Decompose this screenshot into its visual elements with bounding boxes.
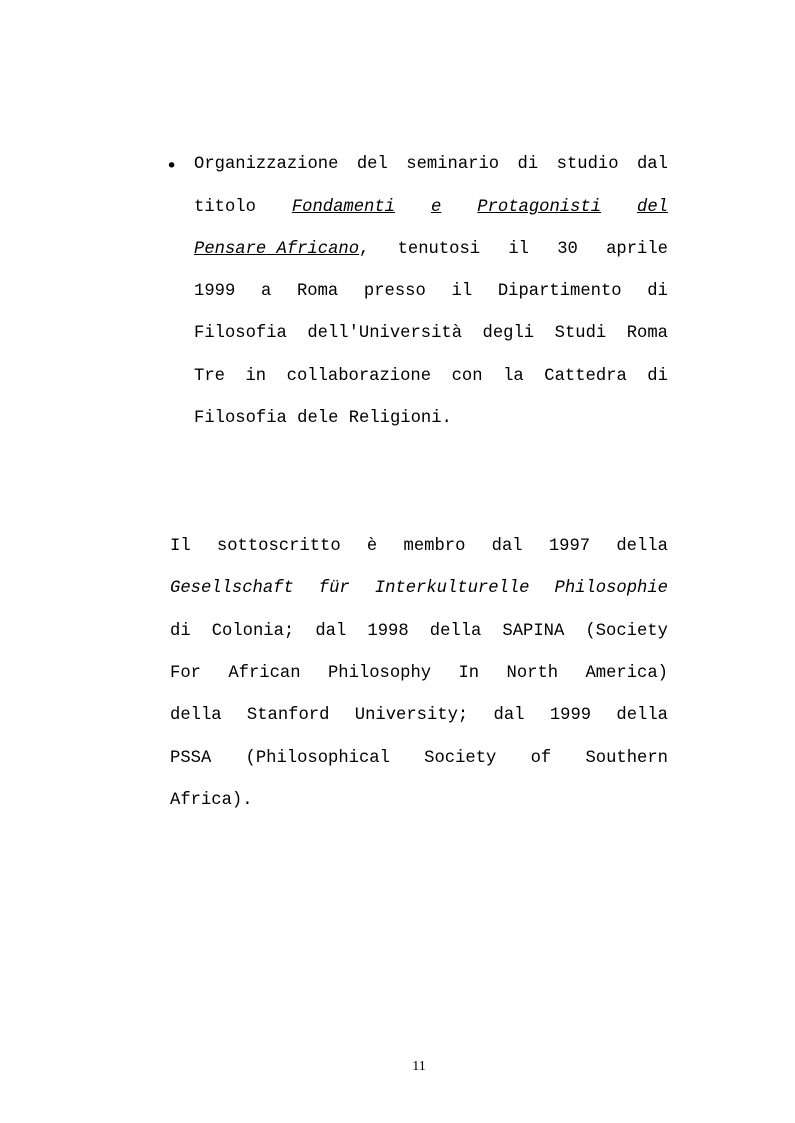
word: dal [491, 537, 523, 556]
word: (Philosophical [245, 749, 390, 768]
word: 1999 [194, 282, 236, 301]
word: Roma [626, 324, 668, 343]
word: collaborazione [286, 367, 432, 386]
word: SAPINA [502, 622, 565, 641]
society-name-word: Interkulturelle [374, 579, 530, 598]
last-line-text: Filosofia dele Religioni. [194, 409, 452, 428]
word: 1998 [367, 622, 409, 641]
word: il [508, 240, 529, 259]
word: 1999 [549, 706, 592, 725]
seminar-title-word: Africano [276, 240, 360, 259]
seminar-title-word: del [637, 198, 668, 217]
bullet-line-5 [194, 321, 668, 347]
word: Cattedra [544, 367, 627, 386]
word: la [503, 367, 524, 386]
comma: , [359, 240, 370, 259]
paragraph-line-2 [170, 576, 668, 602]
word: Dipartimento [497, 282, 622, 301]
word: America) [585, 664, 668, 683]
seminar-title-word: e [430, 198, 442, 217]
word: dal [636, 155, 668, 174]
word: a [260, 282, 272, 301]
word: (Society [585, 622, 668, 641]
word: Colonia; [211, 622, 295, 641]
word: tenutosi [397, 240, 481, 259]
word: Tre [194, 367, 225, 386]
word: della [616, 537, 668, 556]
seminar-title-word: Fondamenti [291, 198, 396, 217]
word: seminario [406, 155, 500, 174]
word: dal [493, 706, 525, 725]
word: titolo [194, 198, 256, 217]
word: Stanford [246, 706, 330, 725]
word: sottoscritto [216, 537, 341, 556]
word: Studi [554, 324, 607, 343]
page-number: 11 [412, 1059, 426, 1074]
word: con [451, 367, 483, 386]
word: For [170, 664, 201, 683]
paragraph-line-6 [170, 746, 668, 772]
word: di [647, 367, 668, 386]
bullet-marker: • [166, 155, 178, 177]
bullet-line-3 [194, 237, 668, 263]
seminar-title-word: Protagonisti [477, 198, 602, 217]
word: della [170, 706, 222, 725]
word: Organizzazione [194, 155, 339, 174]
word: aprile [606, 240, 668, 259]
paragraph-line-7 [170, 788, 668, 814]
paragraph-line-3 [170, 619, 668, 645]
word: Filosofia [194, 324, 287, 343]
society-name-word: für [318, 579, 350, 598]
word: studio [556, 155, 619, 174]
bullet-line-7 [194, 406, 668, 432]
society-name-word: Gesellschaft [170, 579, 294, 598]
word: del [356, 155, 388, 174]
bullet-line-1 [194, 152, 668, 178]
word: il [451, 282, 473, 301]
word: 1997 [548, 537, 591, 556]
society-name-word: Philosophie [554, 579, 668, 598]
word: presso [363, 282, 426, 301]
word: degli [482, 324, 535, 343]
word: University; [354, 706, 469, 725]
bullet-line-6 [194, 364, 668, 390]
word: North [506, 664, 559, 683]
bullet-line-4 [194, 279, 668, 305]
word: Society [424, 749, 497, 768]
word: Roma [296, 282, 339, 301]
word: della [429, 622, 482, 641]
word: di [647, 282, 668, 301]
paragraph-line-5 [170, 703, 668, 729]
paragraph-line-4 [170, 661, 668, 687]
word: dell'Università [307, 324, 463, 343]
bullet-line-2 [194, 195, 668, 221]
word: membro [403, 537, 466, 556]
word: di [170, 622, 191, 641]
word: in [245, 367, 267, 386]
word: dal [315, 622, 347, 641]
seminar-title-word: Pensare [194, 240, 267, 259]
word: African [228, 664, 301, 683]
paragraph-line-1 [170, 534, 668, 560]
word: è [366, 537, 378, 556]
word: Southern [585, 749, 668, 768]
word: Philosophy [327, 664, 432, 683]
word: 30 [557, 240, 578, 259]
word: di [517, 155, 539, 174]
word: della [616, 706, 668, 725]
word: PSSA [170, 749, 212, 768]
word: In [458, 664, 480, 683]
word: Africa). [170, 791, 253, 810]
word: Il [170, 537, 191, 556]
word: of [530, 749, 552, 768]
